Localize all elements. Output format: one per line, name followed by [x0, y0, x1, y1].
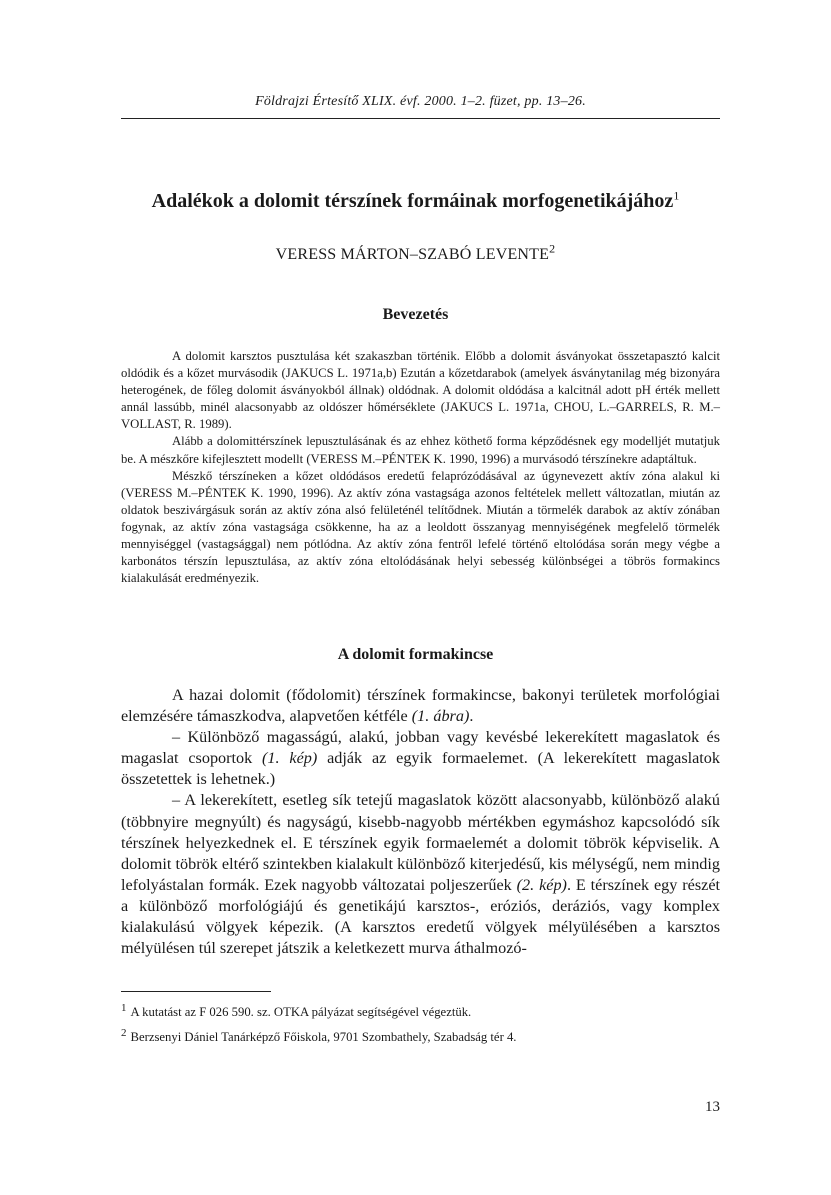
title-footnote-mark: 1 [673, 188, 680, 203]
article-title-text: Adalékok a dolomit térszínek formáinak morfogenetikájához [151, 190, 674, 212]
figure-reference: (1. ábra) [411, 707, 470, 726]
body-text-run: . [469, 707, 474, 726]
authors [60, 241, 771, 264]
footnote-text: A kutatást az F 026 590. sz. OTKA pályázat segítségével végeztük. [130, 1005, 472, 1019]
authors-text: VERESS MÁRTON–SZABÓ LEVENTE [275, 246, 550, 263]
footnote [121, 1000, 720, 1025]
abstract [121, 348, 720, 587]
abstract-paragraph: Alább a dolomittérszínek lepusztulásának és az ehhez köthető forma képződésnek egy modelljét mutatjuk be. A mészkőre kifejlesztett modellt (VERESS M.–PÉNTEK K. 1990, 1996) a murvásodó térszínekre adaptáltuk. [121, 434, 720, 466]
page-number: 13 [705, 1099, 720, 1115]
photo-reference: (1. kép) [262, 749, 318, 768]
intro-heading: Bevezetés [382, 306, 449, 323]
footnote-text: Berzsenyi Dániel Tanárképző Főiskola, 9701 Szombathely, Szabadság tér 4. [130, 1030, 517, 1044]
body-paragraph [121, 727, 720, 790]
body-paragraph [121, 685, 720, 727]
body-text [121, 685, 720, 959]
footnote [121, 1025, 720, 1050]
body-text-run: – A lekerekített, esetleg sík tetejű magaslatok között alacsonyabb, különböző alakú (többnyire megnyúlt) és nagyságú, kisebb-nagyobb mértékben egymáshoz kapcsolódó sík térszínek helyezkednek el. E térszínek egyik formaelemét a dolomit töbrök képviselik. A dolomit töbrök eltérő szintekben kialakult különböző kiterjedésű, kis mélységű, nem mindig lefolyástalan formák. Ezek nagyobb változatai poljeszerűek [121, 791, 720, 894]
body-text-run: adják az egyik formaelemet. (A lekerekített magaslatok összetettek is lehetnek.) [121, 749, 720, 789]
body-paragraph [121, 790, 720, 959]
article-title [60, 190, 771, 213]
body-text-run: A hazai dolomit (fődolomit) térszínek formakincse, bakonyi területek morfológiai elemzésére támaszkodva, alapvetően kétféle [121, 686, 720, 726]
body-text-run: . E térszínek egy részét a különböző morfológiájú és genetikájú karsztos-, eróziós, deráziós, vagy komplex kialakulású völgyek képezik. (A karsztos eredetű völgyek mélyülésében a karsztos mélyülésen túl szerepet játszik a keletkezett murva áthalmozó- [121, 875, 720, 958]
abstract-paragraph: Mészkő térszíneken a kőzet oldódásos eredetű felaprózódásával az úgynevezett aktív zóna alakul ki (VERESS M.–PÉNTEK K. 1990, 1996). Az aktív zóna vastagsága azonos feltételek mellett változatlan, miután az oldatok beszivárgásuk során az aktív zóna alsó felületénél telítődnek. Miután a törmelék darabok az aktív zónában fogynak, az aktív zóna vastagsága csökkenne, ha az a leoldott összanyag mennyiségének megfelelő törmelék mennyiséggel (vastagsággal) nem pótlódna. Az aktív zóna fentről lefelé történő eltolódása során megy végbe a karbonátos térszín lepusztulása, az aktív zóna eltolódásának helyi sebesség különbségei a töbrös formakincs kialakulását eredményezik. [121, 468, 720, 586]
journal-header: Földrajzi Értesítő XLIX. évf. 2000. 1–2. füzet, pp. 13–26. [255, 94, 586, 109]
abstract-paragraph: A dolomit karsztos pusztulása két szakaszban történik. Előbb a dolomit ásványokat összetapasztó kalcit oldódik és a kőzet murvásodik (JAKUCS L. 1971a,b) Ezután a kőzetdarabok (amelyek ásványtanilag még bizonyára heterogének, de főleg dolomit ásványokból állnak) oldódnak. A dolomit oldódása a kalcitnál adott pH érték mellett annál lassúbb, minél alacsonyabb az oldószer hőmérséklete (JAKUCS L. 1971a, CHOU, L.–GARRELS, R. M.–VOLLAST, R. 1989). [121, 349, 720, 432]
authors-footnote-mark: 2 [549, 241, 556, 256]
section-heading: A dolomit formakincse [337, 646, 494, 663]
photo-reference: (2. kép) [516, 875, 567, 894]
footnote-mark: 2 [121, 1026, 127, 1039]
footnote-mark: 1 [121, 1001, 127, 1014]
header-rule [121, 118, 720, 119]
footnotes [121, 1000, 720, 1050]
body-text-run: – Különböző magasságú, alakú, jobban vagy kevésbé lekerekített magaslatok és magaslat csoportok [121, 728, 720, 768]
footnote-rule [121, 991, 271, 992]
